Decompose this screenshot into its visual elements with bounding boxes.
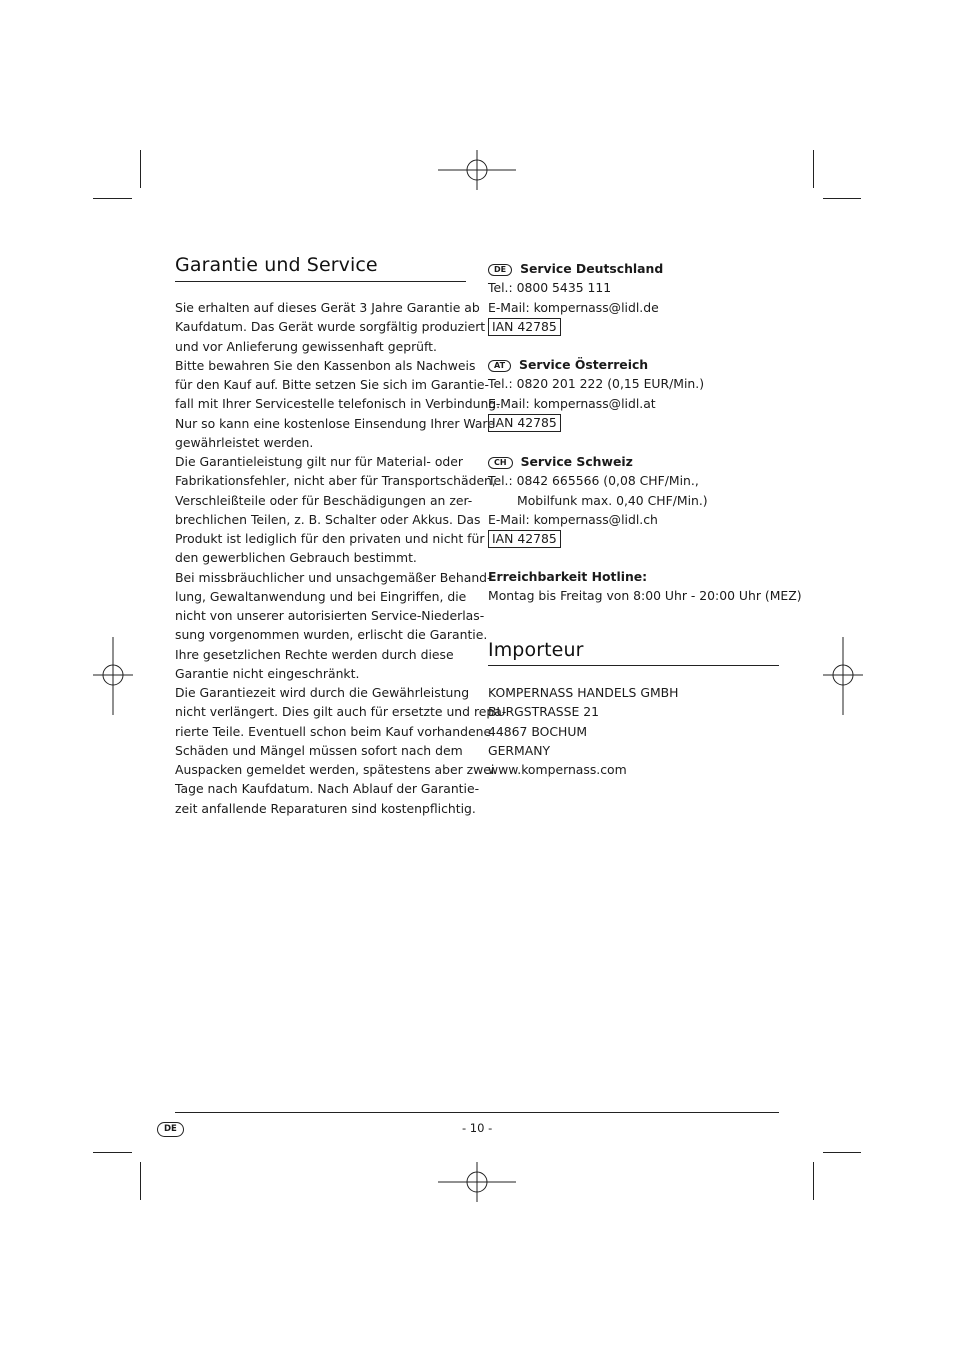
text-line: brechlichen Teilen, z. B. Schalter oder Akkus. Das [175, 511, 481, 527]
text-line: Produkt ist lediglich für den privaten und nicht für [175, 531, 485, 546]
country-badge-de: DE [488, 264, 512, 276]
importer-address [488, 683, 678, 779]
text-line: rierte Teile. Eventuell schon beim Kauf vorhandene [175, 723, 492, 739]
text-line: nicht von unserer autorisierten Service-Niederlas- [175, 608, 485, 623]
text-line: Fabrikationsfehler, nicht aber für Transportschäden, [175, 473, 496, 489]
hotline-block [488, 567, 802, 606]
text-line: Kaufdatum. Das Gerät wurde sorgfältig produziert [175, 319, 486, 335]
service-email: E-Mail: kompernass@lidl.ch [488, 511, 658, 527]
text-line: Sie erhalten auf dieses Gerät 3 Jahre Garantie ab [175, 300, 480, 315]
text-line: lung, Gewaltanwendung und bei Eingriffen, die [175, 588, 467, 604]
hotline-title: Erreichbarkeit Hotline: [488, 569, 648, 584]
service-tel-mobile: Mobilfunk max. 0,40 CHF/Min.) [517, 492, 708, 508]
service-tel: Tel.: 0800 5435 111 [488, 280, 612, 296]
service-title: Service Schweiz [520, 454, 633, 469]
text-line: Die Garantieleistung gilt nur für Material- oder [175, 454, 463, 469]
service-block-ch [488, 452, 708, 548]
text-line: sung vorgenommen wurden, erlischt die Garantie. [175, 627, 488, 643]
text-line: gewährleistet werden. [175, 434, 314, 450]
service-block-de [488, 259, 663, 336]
service-tel: Tel.: 0820 201 222 (0,15 EUR/Min.) [488, 376, 705, 392]
service-title: Service Österreich [519, 357, 649, 372]
page-number: - 10 - [462, 1121, 493, 1135]
ian-box: IAN 42785 [488, 414, 561, 432]
text-line: Garantie nicht eingeschränkt. [175, 665, 360, 681]
footer-rule [175, 1112, 779, 1113]
text-line: nicht verlängert. Dies gilt auch für ersetzte und repa- [175, 704, 507, 720]
warranty-text [175, 298, 506, 818]
text-line: zeit anfallende Reparaturen sind kostenpflichtig. [175, 800, 476, 816]
text-line: Ihre gesetzlichen Rechte werden durch diese [175, 646, 454, 662]
registration-mark-bottom [438, 1162, 516, 1202]
registration-mark-right [823, 637, 863, 715]
text-line: Verschleißteile oder für Beschädigungen an zer- [175, 492, 473, 508]
address-line: BURGSTRASSE 21 [488, 704, 600, 720]
registration-mark-top [438, 150, 516, 190]
ian-box: IAN 42785 [488, 318, 561, 336]
heading-rule-left [175, 281, 466, 282]
address-line: KOMPERNASS HANDELS GMBH [488, 685, 679, 700]
section-heading-garantie: Garantie und Service [175, 254, 378, 276]
service-block-at [488, 355, 704, 432]
website-link[interactable]: www.kompernass.com [488, 762, 627, 778]
country-badge-ch: CH [488, 457, 513, 469]
heading-rule-right [488, 665, 779, 666]
text-line: Auspacken gemeldet werden, spätestens aber zwei [175, 762, 495, 777]
service-title: Service Deutschland [520, 261, 664, 276]
text-line: Schäden und Mängel müssen sofort nach dem [175, 742, 463, 758]
text-line: für den Kauf auf. Bitte setzen Sie sich im Garantie- [175, 377, 489, 392]
text-line: und vor Anlieferung gewissenhaft geprüft. [175, 338, 437, 354]
service-tel: Tel.: 0842 665566 (0,08 CHF/Min., [488, 473, 699, 489]
service-email: E-Mail: kompernass@lidl.de [488, 299, 659, 315]
text-line: den gewerblichen Gebrauch bestimmt. [175, 550, 417, 566]
country-badge-at: AT [488, 360, 511, 372]
hotline-hours: Montag bis Freitag von 8:00 Uhr - 20:00 Uhr (MEZ) [488, 588, 802, 604]
section-heading-importeur: Importeur [488, 639, 584, 661]
address-line: 44867 BOCHUM [488, 723, 588, 739]
registration-mark-left [93, 637, 133, 715]
address-line: GERMANY [488, 742, 551, 758]
ian-box: IAN 42785 [488, 530, 561, 548]
text-line: Nur so kann eine kostenlose Einsendung Ihrer Ware [175, 415, 495, 431]
footer-country-badge: DE [157, 1122, 184, 1137]
text-line: Bitte bewahren Sie den Kassenbon als Nachweis [175, 357, 476, 373]
text-line: Tage nach Kaufdatum. Nach Ablauf der Garantie- [175, 781, 480, 797]
text-line: Die Garantiezeit wird durch die Gewährleistung [175, 685, 470, 700]
service-email: E-Mail: kompernass@lidl.at [488, 395, 656, 411]
text-line: Bei missbräuchlicher und unsachgemäßer Behand- [175, 569, 492, 585]
text-line: fall mit Ihrer Servicestelle telefonisch in Verbindung. [175, 396, 501, 412]
